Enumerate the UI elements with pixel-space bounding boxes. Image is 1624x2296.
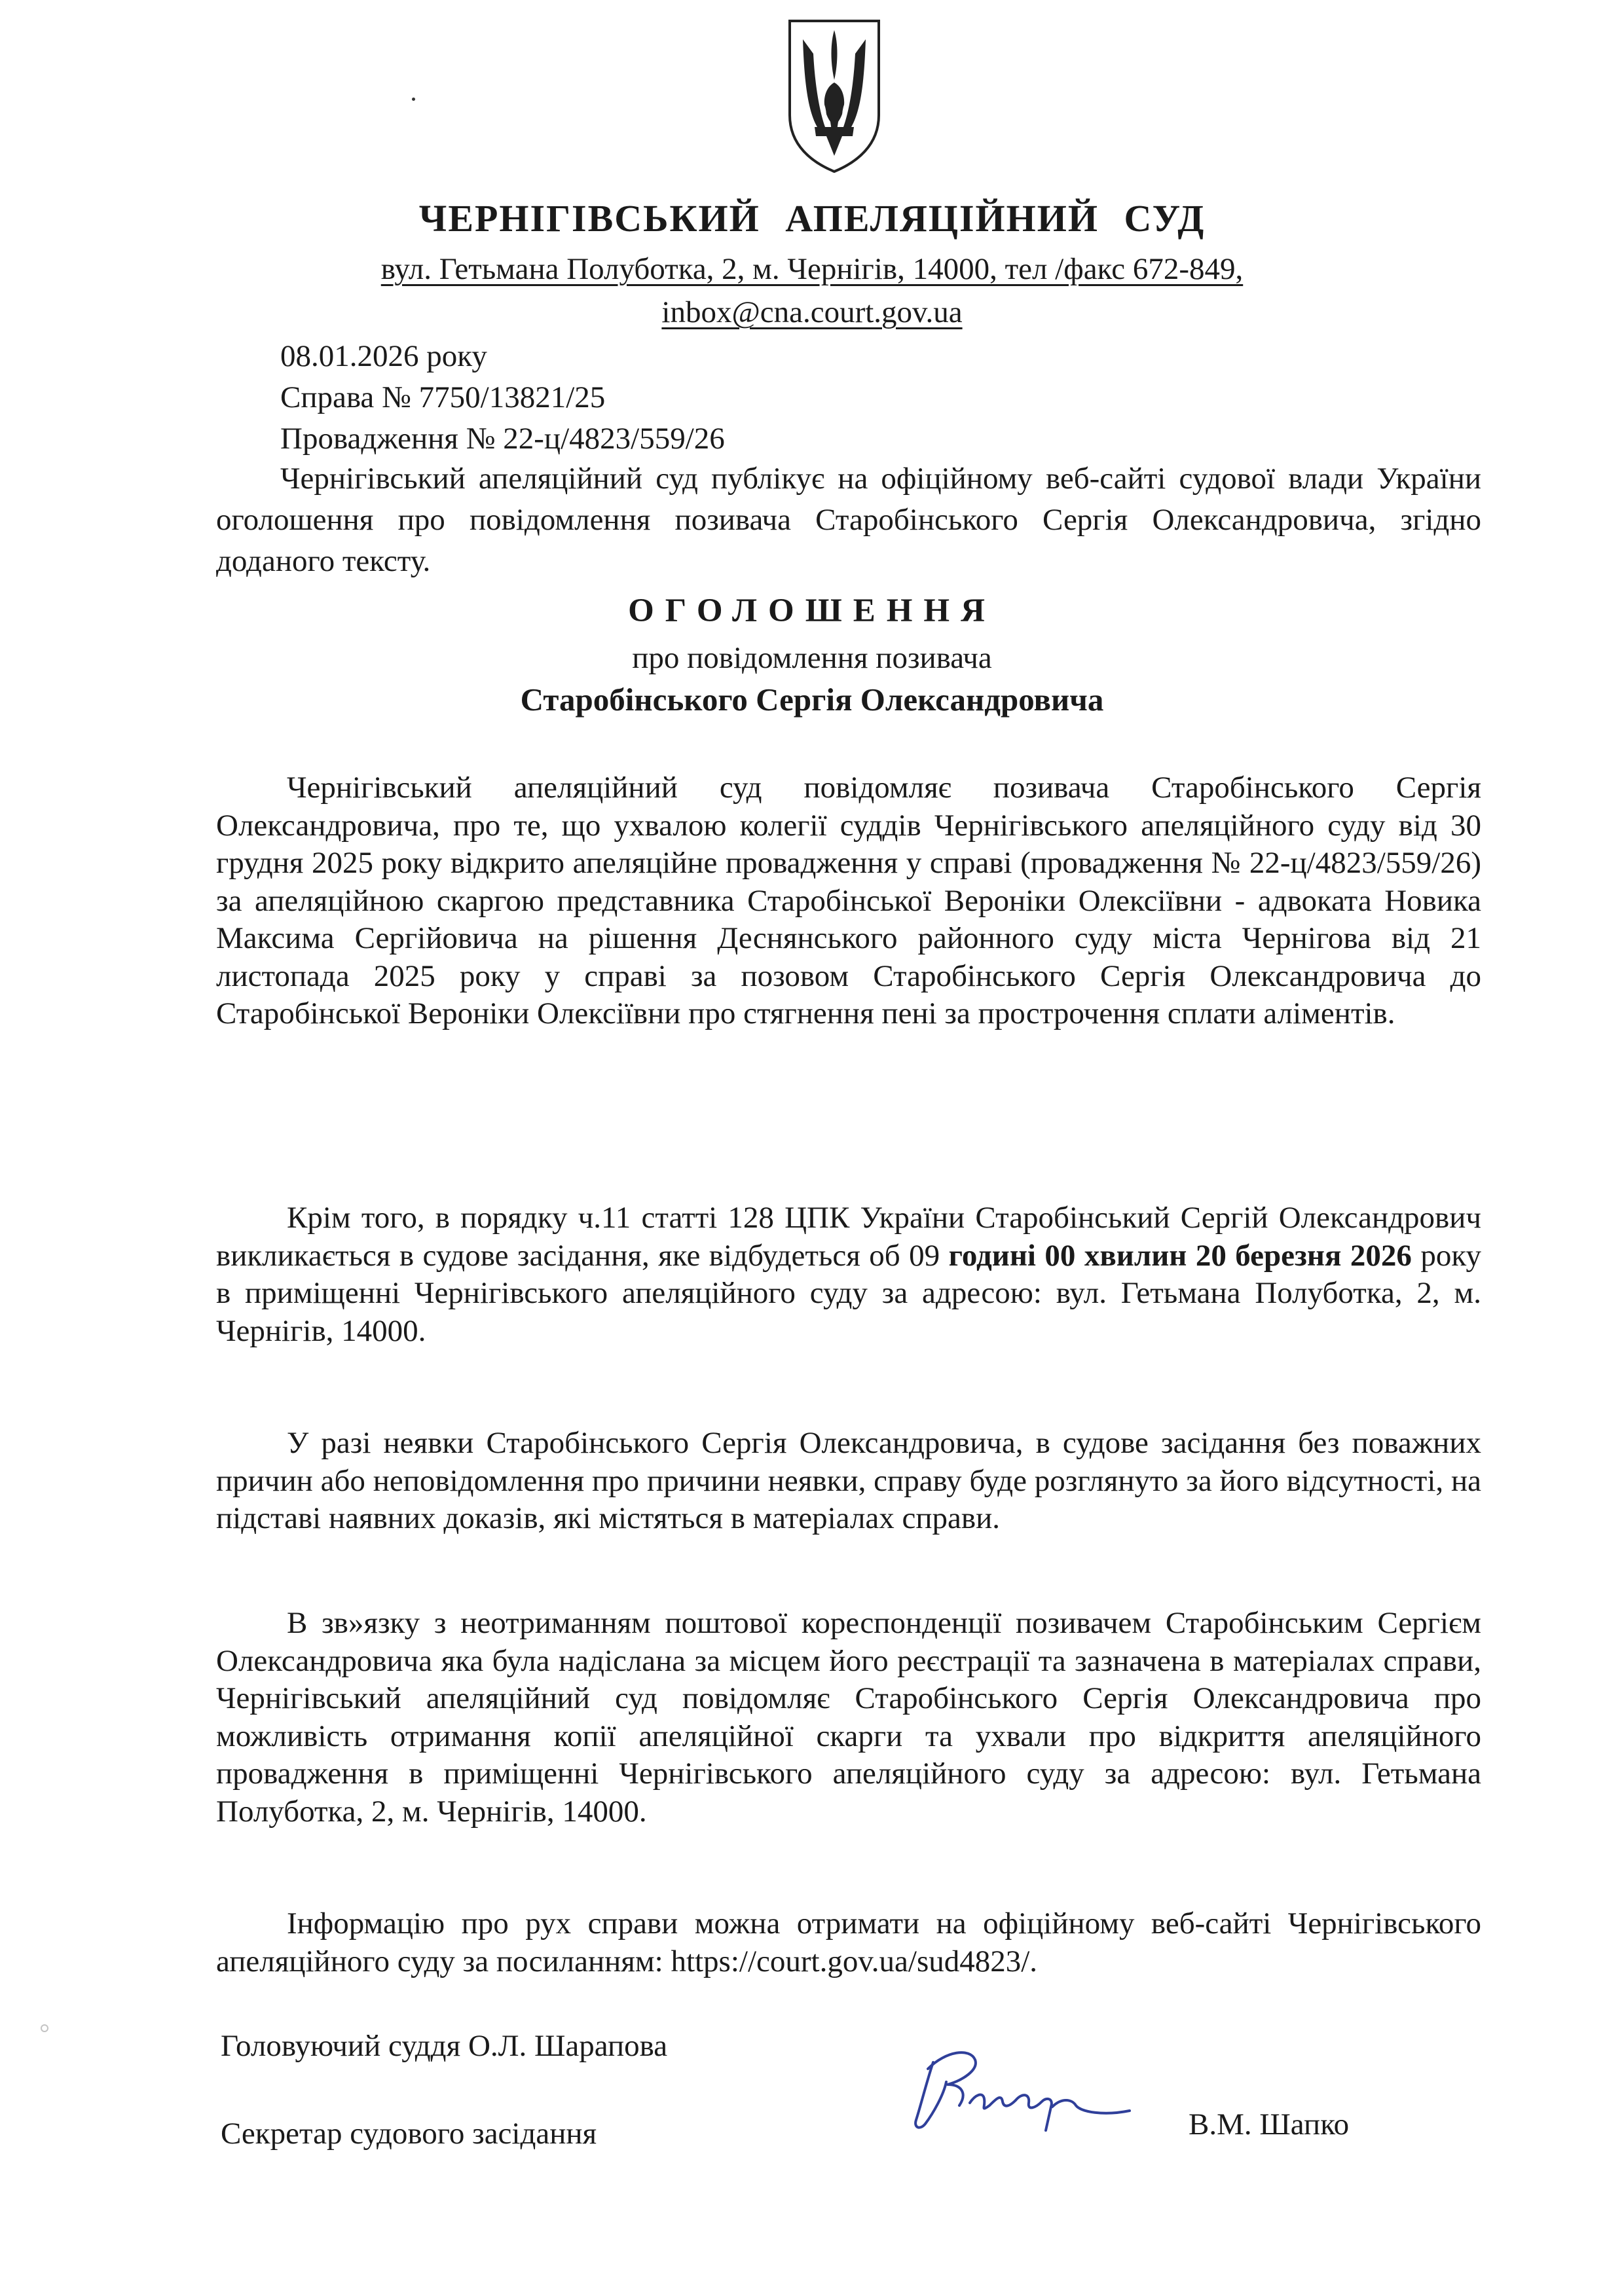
scan-speck xyxy=(412,98,415,101)
notice-title: ОГОЛОШЕННЯ xyxy=(628,592,996,629)
para2-end: року в приміщенні Чернігівського апеляційного суду за адресою: вул. Гетьмана Полуботка, 2, м. Чернігів, 14000. xyxy=(216,1238,1482,1348)
court-address xyxy=(0,247,1624,334)
signature-image xyxy=(907,2043,1156,2147)
court-email[interactable]: inbox@cna.court.gov.ua xyxy=(661,295,963,329)
address-line: вул. Гетьмана Полуботка, 2, м. Чернігів, 14000, тел /факс 672-849, xyxy=(380,252,1244,286)
body-paragraph-2 xyxy=(216,1199,1481,1350)
hearing-datetime: годині 00 хвилин 20 березня 2026 xyxy=(948,1238,1412,1273)
para2-start: Крім того, в порядку ч.11 статті 128 ЦПК України Старобінський Сергій Олександрович викликається в судове засідання, яке відбудеться об 09 xyxy=(216,1201,1481,1273)
notice-addressee: Старобінського Сергія Олександровича xyxy=(520,682,1104,718)
presiding-judge: Головуючий суддя О.Л. Шарапова xyxy=(221,2029,668,2063)
intro-paragraph: Чернігівський апеляційний суд публікує на офіційному веб-сайті судової влади України оголошення про повідомлення позивача Старобінського Сергія Олександровича, згідно доданого тексту. xyxy=(216,462,1481,578)
body-paragraph-5: Інформацію про рух справи можна отримати на офіційному веб-сайті Чернігівського апеляційного суду за посиланням: https://court.gov.ua/sud4823/. xyxy=(216,1906,1481,1978)
document-date: 08.01.2026 року xyxy=(280,339,487,373)
body-paragraph-4: В зв»язку з неотриманням поштової кореспонденції позивачем Старобінським Сергієм Олександровича яка була надіслана за місцем його реєстрації та зазначена в матеріалах справи, Чернігівський апеляційний суд повідомляє Старобінського Сергія Олександровича про можливість отримання копії апеляційної скарги та ухвали про відкриття апеляційного провадження в приміщенні Чернігівського апеляційного суду за адресою: вул. Гетьмана Полуботка, 2, м. Чернігів, 14000. xyxy=(216,1606,1481,1829)
secretary-label: Секретар судового засідання xyxy=(221,2117,597,2151)
case-number: Справа № 7750/13821/25 xyxy=(280,380,606,414)
body-paragraph-3: У разі неявки Старобінського Сергія Олександровича, в судове засідання без поважних причин або неповідомлення про причини неявки, справу буде розглянуто за його відсутності, на підставі наявних доказів, які містяться в матеріалах справи. xyxy=(216,1426,1481,1535)
scan-artifact xyxy=(38,2022,51,2035)
coat-of-arms-icon xyxy=(784,17,884,174)
notice-subtitle: про повідомлення позивача xyxy=(632,641,992,675)
proceeding-number: Провадження № 22-ц/4823/559/26 xyxy=(280,422,725,456)
body-paragraph-1: Чернігівський апеляційний суд повідомляє позивача Старобінського Сергія Олександровича, про те, що ухвалою колегії суддів Чернігівського апеляційного суду від 30 грудня 2025 року відкрито апеляційне провадження у справі (провадження № 22-ц/4823/559/26) за апеляційною скаргою представника Старобінської Вероніки Олексіївни - адвоката Новика Максима Сергійовича на рішення Деснянського районного суду міста Чернігова від 21 листопада 2025 року у справі за позовом Старобінського Сергія Олександровича до Старобінської Вероніки Олексіївни про стягнення пені за прострочення сплати аліментів. xyxy=(216,771,1481,1030)
secretary-name: В.М. Шапко xyxy=(1189,2107,1350,2141)
court-name: ЧЕРНІГІВСЬКИЙ АПЕЛЯЦІЙНИЙ СУД xyxy=(418,197,1206,240)
